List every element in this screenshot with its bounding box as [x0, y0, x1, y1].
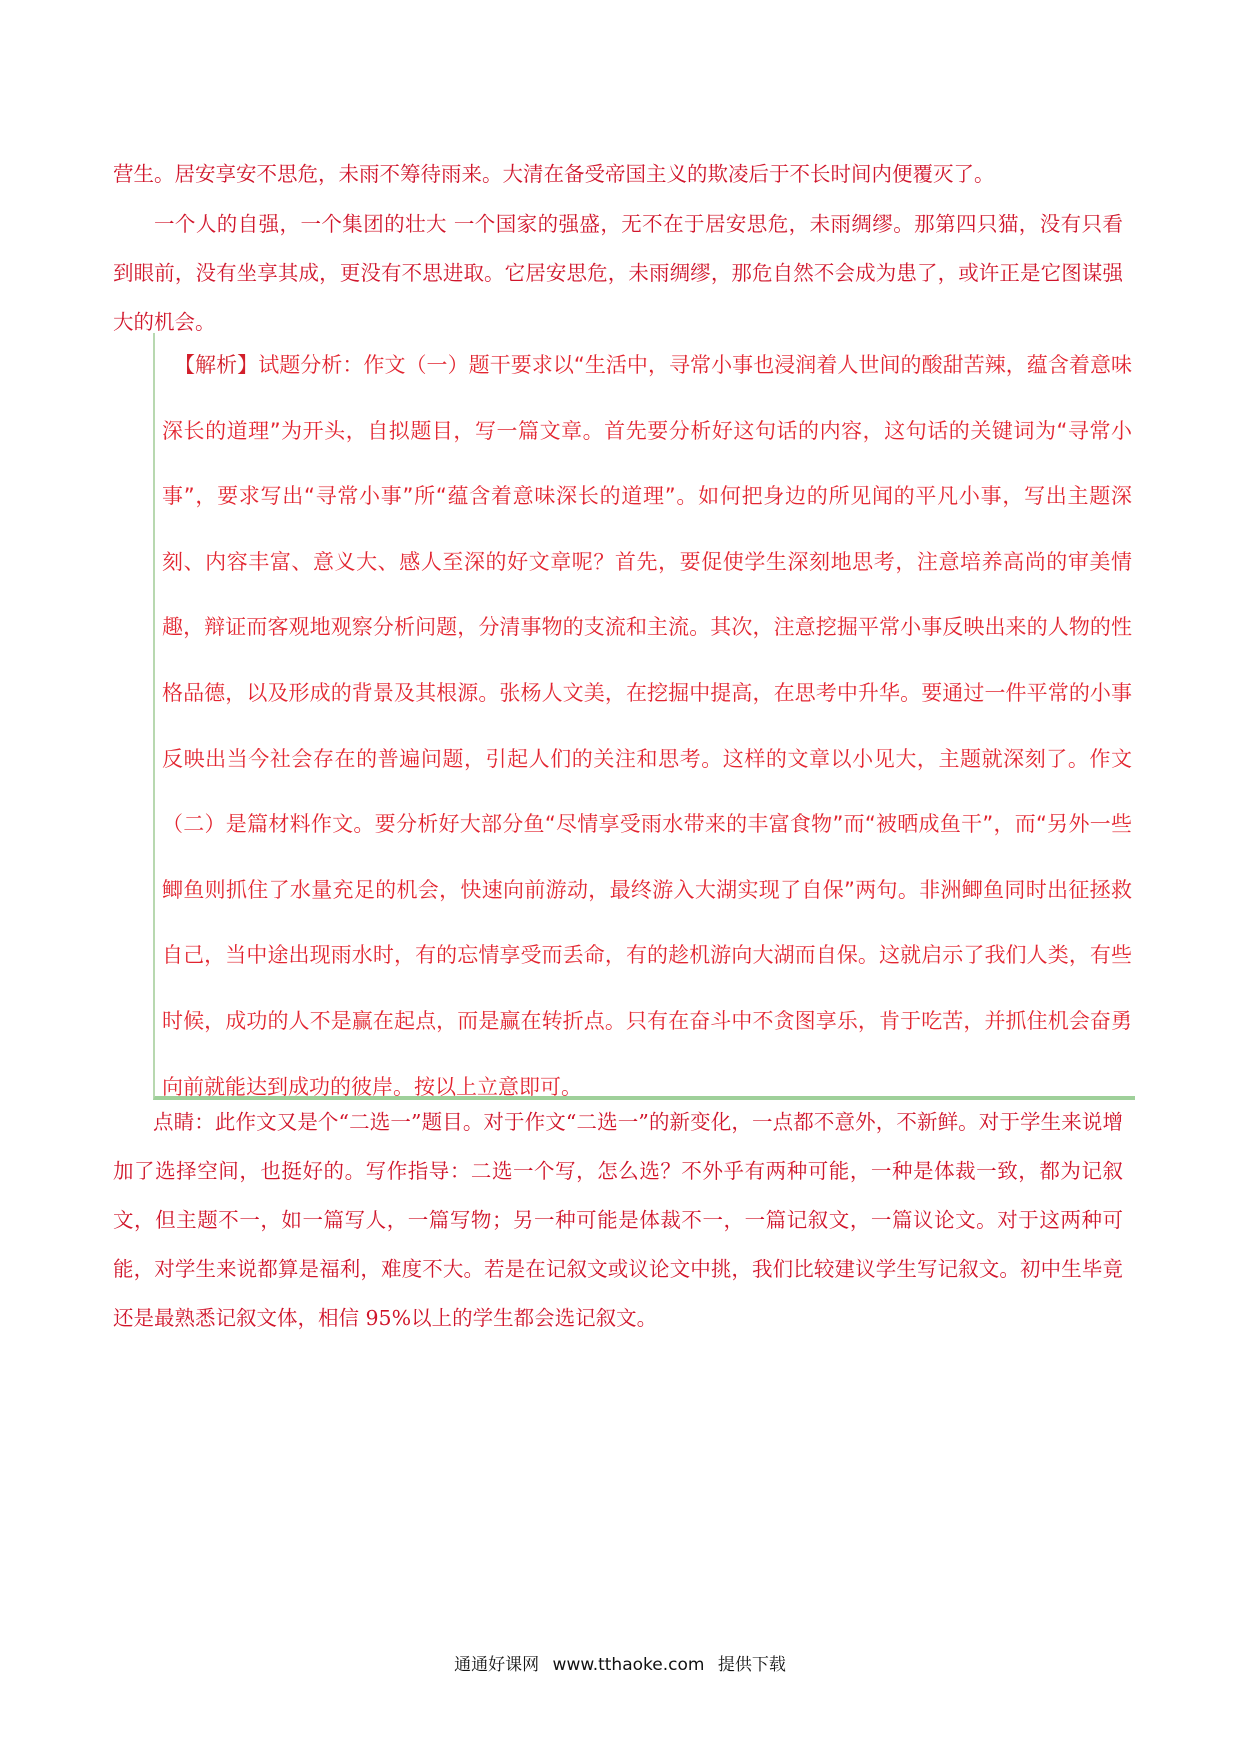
paragraph-conclusion: 一个人的自强，一个集团的壮大 一个国家的强盛，无不在于居安思危，未雨绸缪。那第四只猫，没有只看到眼前，没有坐享其成，更没有不思进取。它居安思危，未雨绸缪，那危自然不会成为患了，或许正是它图谋强大的机会。 [113, 212, 1123, 334]
analysis-body: 试题分析：作文（一）题干要求以“生活中，寻常小事也浸润着人世间的酸甜苦辣，蕴含着意味深长的道理”为开头，自拟题目，写一篇文章。首先要分析好这句话的内容，这句话的关键词为“寻常小事”，要求写出“寻常小事”所“蕴含着意味深长的道理”。如何把身边的所见闻的平凡小事，写出主题深刻、内容丰富、意义大、感人至深的好文章呢？首先，要促使学生深刻地思考，注意培养高尚的审美情趣，辩证而客观地观察分析问题，分清事物的支流和主流。其次，注意挖掘平常小事反映出来的人物的性格品德，以及形成的背景及其根源。张杨人文美，在挖掘中提高，在思考中升华。要通过一件平常的小事反映出当今社会存在的普遍问题，引起人们的关注和思考。这样的文章以小见大，主题就深刻了。作文（二）是篇材料作文。要分析好大部分鱼“尽情享受雨水带来的丰富食物”而“被晒成鱼干”，而“另外一些鲫鱼则抓住了水量充足的机会，快速向前游动，最终游入大湖实现了自保”两句。非洲鲫鱼同时出征拯救自己，当中途出现雨水时，有的忘情享受而丢命，有的趁机游向大湖而自保。这就启示了我们人类，有些时候，成功的人不是赢在起点，而是赢在转折点。只有在奋斗中不贪图享乐，肯于吃苦，并抓住机会奋勇向前就能达到成功的彼岸。按以上立意即可。 [162, 353, 1132, 1099]
analysis-tag: 【解析】 [174, 353, 259, 377]
footer-suffix: 提供下载 [717, 1655, 786, 1675]
analysis-paragraph [162, 333, 1132, 1120]
paragraph-commentary: 点睛：此作文又是个“二选一”题目。对于作文“二选一”的新变化，一点都不意外，不新鲜。对于学生来说增加了选择空间，也挺好的。写作指导：二选一个写，怎么选？不外乎有两种可能，一种是体裁一致，都为记叙文，但主题不一，如一篇写人，一篇写物；另一种可能是体裁不一，一篇记叙文，一篇议论文。对于这两种可能，对学生来说都算是福利，难度不大。若是在记叙文或议论文中挑，我们比较建议学生写记叙文。初中生毕竟还是最熟悉记叙文体，相信 95%以上的学生都会选记叙文。 [113, 1110, 1123, 1330]
paragraph-continuation: 营生。居安享安不思危，未雨不筹待雨来。大清在备受帝国主义的欺凌后于不长时间内便覆灭了。 [113, 162, 995, 186]
footer-site-name: 通通好课网 [454, 1655, 540, 1675]
page-footer [0, 1650, 1240, 1675]
footer-url[interactable]: www.tthaoke.com [552, 1655, 705, 1675]
